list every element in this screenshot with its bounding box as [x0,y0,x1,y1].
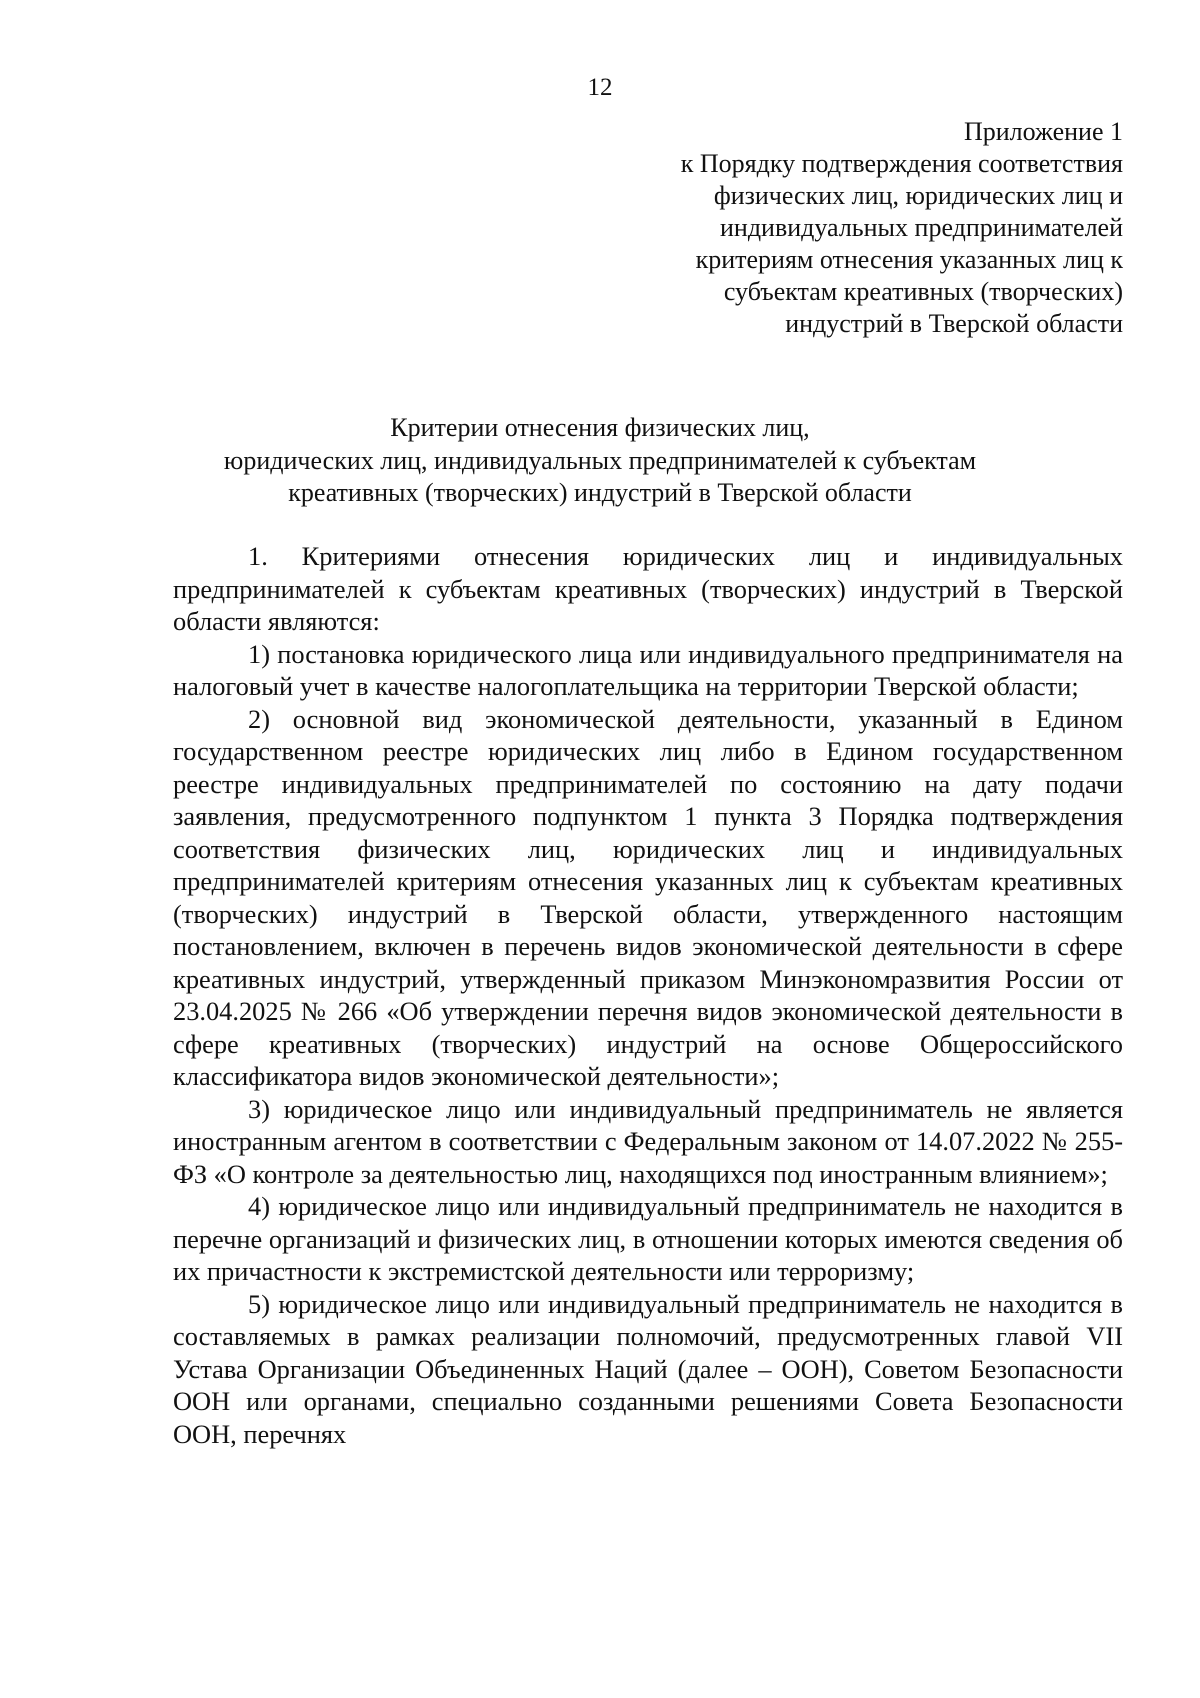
page-number: 12 [587,74,613,101]
appendix-line: критериям отнесения указанных лиц к [695,245,1123,274]
paragraph-item-5: 5) юридическое лицо или индивидуальный предприниматель не находится в составляемых в рамках реализации полномочий, предусмотренных главой VII Устава Организации Объединенных Наций (далее – ООН), Советом Безопасности ООН или органами, специально созданными решениями Совета Безопасности ООН, перечнях [173,1288,1123,1449]
title-line: Критерии отнесения физических лиц, [390,413,810,442]
paragraph-item-2: 2) основной вид экономической деятельности, указанный в Едином государственном реестре юридических лиц либо в Едином государственном реестре индивидуальных предпринимателей по состоянию на дату подачи заявления, предусмотренного подпунктом 1 пункта 3 Порядка подтверждения соответствия физических лиц, юридических лиц и индивидуальных предпринимателей критериям отнесения указанных лиц к субъектам креативных (творческих) индустрий в Тверской области, утвержденного настоящим постановлением, включен в перечень видов экономической деятельности в сфере креативных индустрий, утвержденный приказом Минэкономразвития России от 23.04.2025 № 266 «Об утверждении перечня видов экономической деятельности в сфере креативных (творческих) индустрий на основе Общероссийского классификатора видов экономической деятельности»; [173,703,1123,1091]
paragraph-item-3: 3) юридическое лицо или индивидуальный предприниматель не является иностранным агентом в соответствии с Федеральным законом от 14.07.2022 № 255-ФЗ «О контроле за деятельностью лиц, находящихся под иностранным влиянием»; [173,1093,1123,1189]
document-body [173,540,1123,1450]
appendix-header [483,116,1123,340]
paragraph-item-1: 1) постановка юридического лица или индивидуального предпринимателя на налоговый учет в качестве налогоплательщика на территории Тверской области; [173,638,1123,701]
title-line: юридических лиц, индивидуальных предпринимателей к субъектам [223,445,977,475]
appendix-line: индивидуальных предпринимателей [720,213,1123,242]
appendix-line: субъектам креативных (творческих) [723,277,1123,306]
appendix-line: Приложение 1 [963,117,1123,146]
appendix-line: индустрий в Тверской области [785,309,1123,338]
paragraph-criteria-intro: 1. Критериями отнесения юридических лиц и индивидуальных предпринимателей к субъектам креативных (творческих) индустрий в Тверской области являются: [173,541,1123,636]
title-line: креативных (творческих) индустрий в Тверской области [288,478,912,507]
document-title [0,412,1200,510]
appendix-line: к Порядку подтверждения соответствия [680,149,1123,178]
appendix-line: физических лиц, юридических лиц и [713,181,1123,210]
paragraph-item-4: 4) юридическое лицо или индивидуальный предприниматель не находится в перечне организаций и физических лиц, в отношении которых имеются сведения об их причастности к экстремистской деятельности или терроризму; [173,1191,1123,1286]
